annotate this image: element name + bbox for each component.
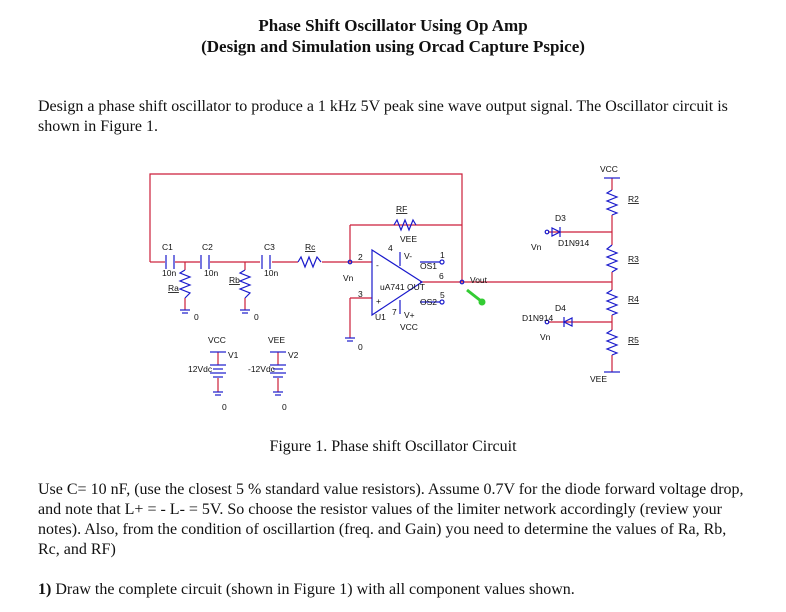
label-c3-value: 10n — [264, 268, 279, 278]
label-os1: OS1 — [420, 261, 438, 271]
label-c1-value: 10n — [162, 268, 177, 278]
label-vee-right: VEE — [590, 374, 608, 384]
label-pin3: 3 — [358, 289, 363, 299]
label-d3: D3 — [555, 213, 566, 223]
label-pin6: 6 — [439, 271, 444, 281]
label-gnd-v1: 0 — [222, 402, 227, 412]
label-opamp: uA741 — [380, 282, 405, 292]
label-r4: R4 — [628, 294, 639, 304]
label-v1-value: 12Vdc — [188, 364, 213, 374]
label-v2: V2 — [288, 350, 299, 360]
label-plus: + — [376, 296, 381, 306]
label-vcc-right: VCC — [600, 164, 618, 174]
label-vn-d4: Vn — [540, 332, 551, 342]
label-vplus: V+ — [404, 310, 415, 320]
label-vout: Vout — [470, 275, 488, 285]
label-gnd-in: 0 — [358, 342, 363, 352]
label-vminus: V- — [404, 251, 413, 261]
label-pin4: 4 — [388, 243, 393, 253]
label-d4-model: D1N914 — [522, 313, 554, 323]
label-v1: V1 — [228, 350, 239, 360]
label-r5: R5 — [628, 335, 639, 345]
probe-dot — [479, 299, 486, 306]
label-pin1: 1 — [440, 250, 445, 260]
label-vee-supply: VEE — [268, 335, 286, 345]
label-rf: RF — [396, 204, 408, 214]
label-c2-value: 10n — [204, 268, 219, 278]
probe-marker — [467, 290, 481, 301]
label-vn-d3: Vn — [531, 242, 542, 252]
label-pin5: 5 — [440, 290, 445, 300]
label-gnd-rb: 0 — [254, 312, 259, 322]
label-gnd-ra: 0 — [194, 312, 199, 322]
ground-symbols — [180, 310, 355, 395]
label-d4: D4 — [555, 303, 566, 313]
label-pin7: 7 — [392, 307, 397, 317]
label-rb: Rb — [229, 275, 240, 285]
label-c1: C1 — [162, 242, 173, 252]
label-r3: R3 — [628, 254, 639, 264]
label-v2-value: -12Vdc — [248, 364, 275, 374]
task-item — [38, 580, 750, 600]
label-ra: Ra — [168, 283, 179, 293]
label-os2: OS2 — [420, 297, 438, 307]
label-vcc-bottom: VCC — [400, 322, 418, 332]
label-vee-top: VEE — [400, 234, 418, 244]
label-c2: C2 — [202, 242, 213, 252]
label-c3: C3 — [264, 242, 275, 252]
label-rc: Rc — [305, 242, 316, 252]
page-title: Phase Shift Oscillator Using Op Amp — [258, 16, 528, 35]
task-text: Draw the complete circuit (shown in Figure 1) with all component values shown. — [51, 581, 575, 598]
page-subtitle: (Design and Simulation using Orcad Capture Pspice) — [201, 37, 585, 56]
label-r2: R2 — [628, 194, 639, 204]
label-vcc-supply: VCC — [208, 335, 226, 345]
label-out: OUT — [407, 282, 425, 292]
figure-caption: Figure 1. Phase shift Oscillator Circuit — [269, 438, 517, 455]
task-number: 1) — [38, 581, 52, 598]
label-minus: - — [376, 260, 379, 270]
label-gnd-v2: 0 — [282, 402, 287, 412]
instructions-paragraph: Use C= 10 nF, (use the closest 5 % standard value resistors). Assume 0.7V for the diode forward voltage drop, and note that L+ = - L- = 5V. So choose the resistor values of the limiter network accordingly (review your notes). Also, from the condition of oscillartion (freq. and Gain) you need to determine the values of Ra, Rb, Rc, and RF) — [38, 481, 744, 558]
label-vn-in: Vn — [343, 273, 354, 283]
label-d3-model: D1N914 — [558, 238, 590, 248]
intro-paragraph: Design a phase shift oscillator to produce a 1 kHz 5V peak sine wave output signal. The Oscillator circuit is shown in Figure 1. — [38, 98, 728, 135]
label-u1: U1 — [375, 312, 386, 322]
label-pin2: 2 — [358, 252, 363, 262]
